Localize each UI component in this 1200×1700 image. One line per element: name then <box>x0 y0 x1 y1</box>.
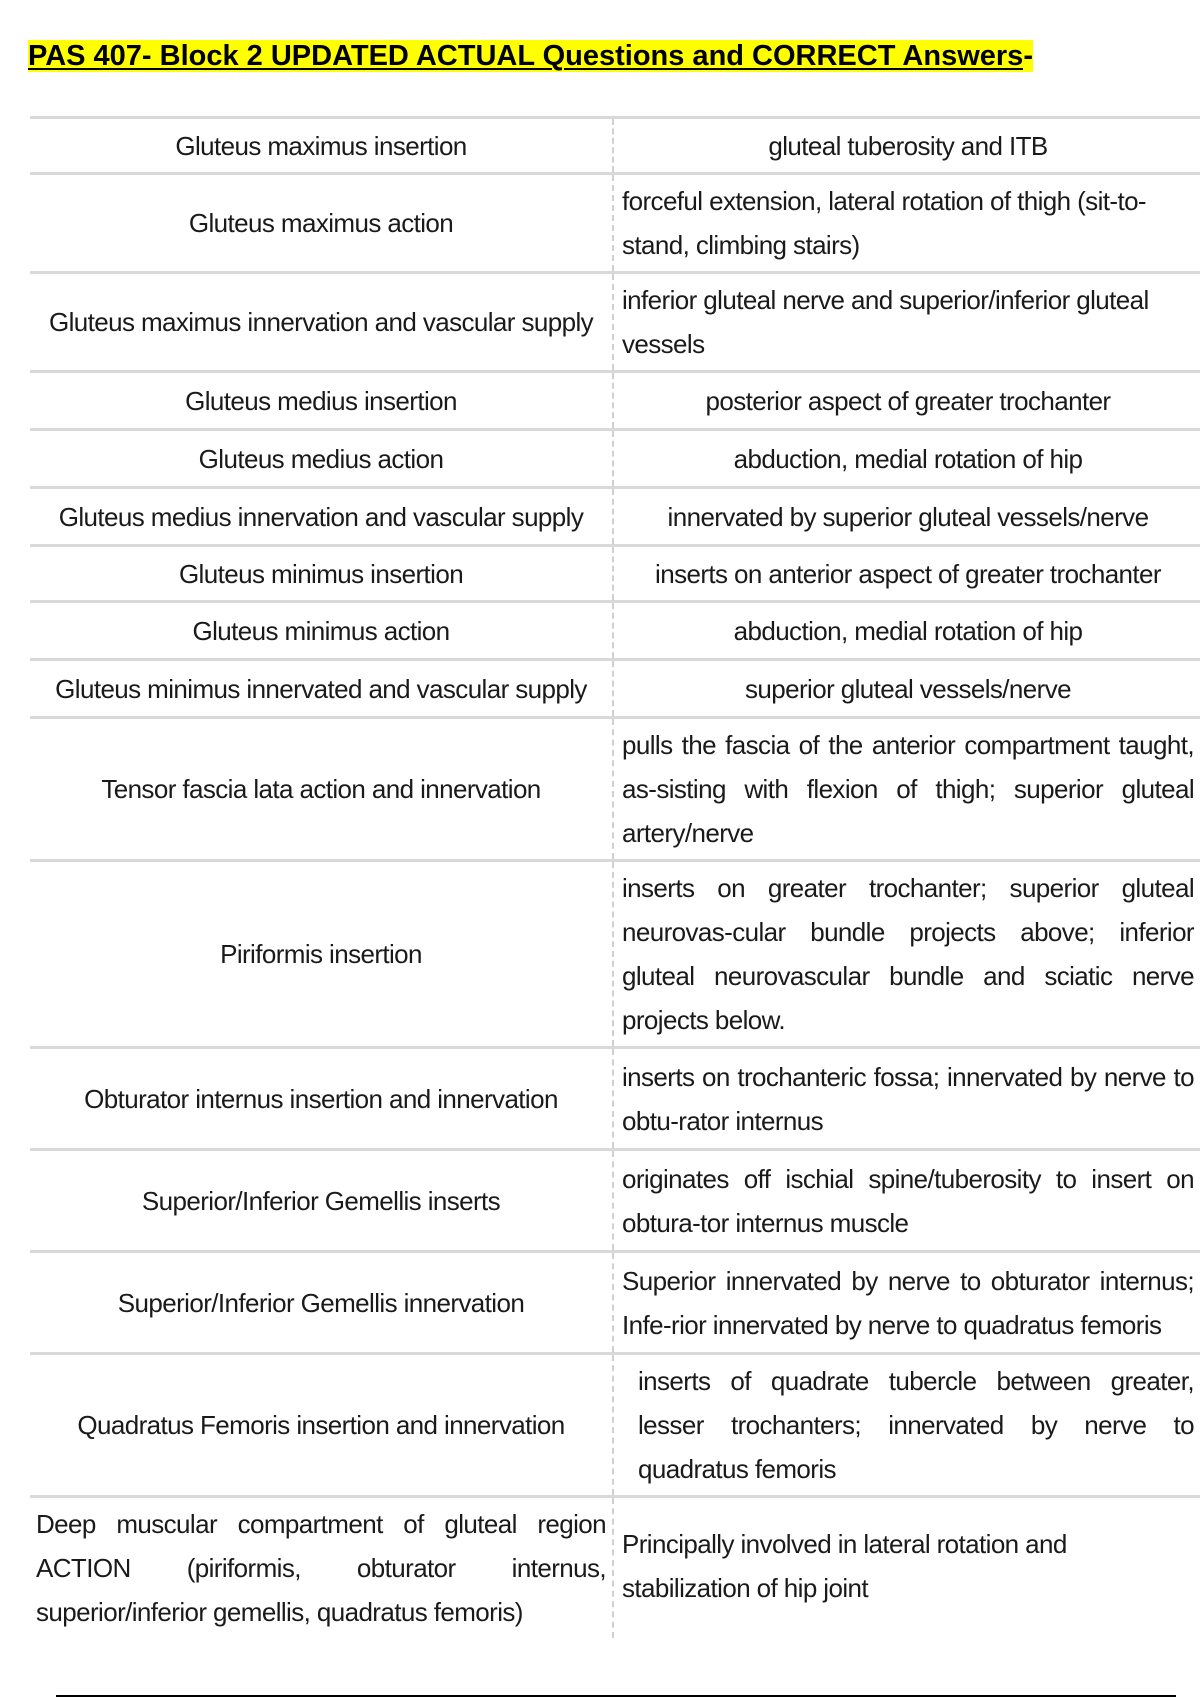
question-cell: Obturator internus insertion and innervation <box>30 1048 613 1150</box>
question-cell: Gluteus maximus action <box>30 174 613 273</box>
question-cell: Quadratus Femoris insertion and innervation <box>30 1354 613 1497</box>
table-row <box>30 118 1200 174</box>
question-cell: Superior/Inferior Gemellis inserts <box>30 1150 613 1252</box>
table-row <box>30 488 1200 546</box>
answer-cell: inserts of quadrate tubercle between greater, lesser trochanters; innervated by nerve to quadratus femoris <box>638 1366 1194 1484</box>
table-row <box>30 1252 1200 1354</box>
table-row <box>30 546 1200 602</box>
table-row <box>30 273 1200 372</box>
question-cell: Gluteus minimus insertion <box>30 546 613 602</box>
table-row <box>30 660 1200 718</box>
answer-cell: abduction, medial rotation of hip <box>733 443 1083 474</box>
answer-cell: Principally involved in lateral rotation and stabilization of hip joint <box>622 1529 1067 1603</box>
question-cell: Gluteus maximus innervation and vascular supply <box>30 273 613 372</box>
answer-cell: originates off ischial spine/tuberosity to insert on obtura-tor internus muscle <box>622 1163 1194 1238</box>
answer-cell: Superior innervated by nerve to obturator internus; Infe-rior innervated by nerve to quadratus femoris <box>622 1265 1194 1340</box>
answer-cell: inserts on trochanteric fossa; innervated by nerve to obtu-rator internus <box>622 1061 1194 1136</box>
question-cell: Gluteus maximus insertion <box>30 118 613 174</box>
table-row <box>30 1354 1200 1497</box>
answer-cell: inferior gluteal nerve and superior/inferior gluteal vessels <box>622 285 1149 359</box>
table-row <box>30 372 1200 430</box>
answer-cell: posterior aspect of greater trochanter <box>705 385 1111 416</box>
answer-cell: inserts on greater trochanter; superior gluteal neurovas-cular bundle projects above; inferior gluteal neurovascular bundle and sciatic nerve projects below. <box>622 873 1194 1035</box>
answer-cell: superior gluteal vessels/nerve <box>745 673 1071 704</box>
question-cell: Tensor fascia lata action and innervation <box>30 718 613 861</box>
qa-table <box>30 116 1200 1638</box>
table-row <box>30 430 1200 488</box>
table-row <box>30 1048 1200 1150</box>
question-cell: Piriformis insertion <box>30 861 613 1048</box>
question-cell: Gluteus medius action <box>30 430 613 488</box>
question-cell: Gluteus medius innervation and vascular supply <box>30 488 613 546</box>
question-cell: Deep muscular compartment of gluteal region ACTION (piriformis, obturator internus, superior/inferior gemellis, quadratus femoris) <box>30 1497 613 1639</box>
answer-cell: inserts on anterior aspect of greater trochanter <box>655 558 1161 589</box>
answer-cell: gluteal tuberosity and ITB <box>768 130 1048 161</box>
answer-cell: innervated by superior gluteal vessels/nerve <box>667 501 1149 532</box>
answer-cell: abduction, medial rotation of hip <box>733 615 1083 646</box>
footer-divider <box>56 1695 1176 1697</box>
question-cell: Gluteus minimus innervated and vascular supply <box>30 660 613 718</box>
table-row <box>30 602 1200 660</box>
table-row <box>30 174 1200 273</box>
question-cell: Gluteus minimus action <box>30 602 613 660</box>
question-cell: Superior/Inferior Gemellis innervation <box>30 1252 613 1354</box>
table-row <box>30 861 1200 1048</box>
answer-cell: forceful extension, lateral rotation of thigh (sit-to-stand, climbing stairs) <box>622 186 1146 260</box>
table-row <box>30 718 1200 861</box>
document-title-text: PAS 407- Block 2 UPDATED ACTUAL Questions and CORRECT Answers <box>28 40 1024 72</box>
document-title <box>28 36 1033 76</box>
question-cell: Gluteus medius insertion <box>30 372 613 430</box>
document-title-trailing: - <box>1023 40 1033 72</box>
answer-cell: pulls the fascia of the anterior compartment taught, as-sisting with flexion of thigh; superior gluteal artery/nerve <box>622 730 1194 848</box>
table-row <box>30 1150 1200 1252</box>
table-row <box>30 1497 1200 1639</box>
